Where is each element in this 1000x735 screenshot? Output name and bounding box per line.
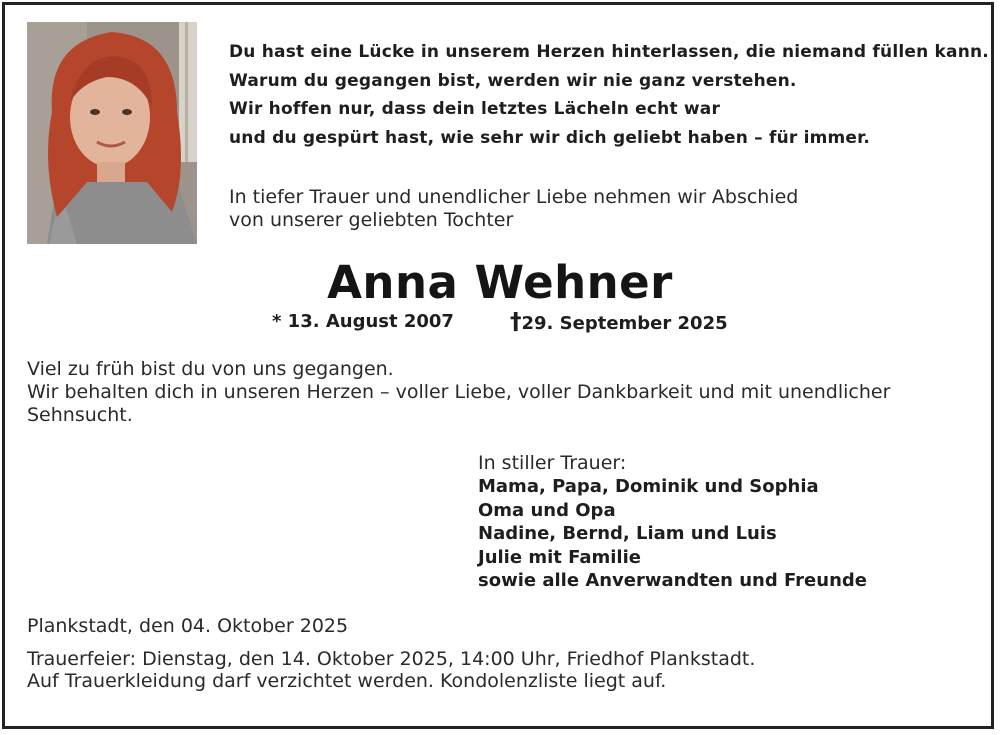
birth-date: * 13. August 2007 <box>272 311 454 332</box>
closing-text <box>27 358 957 427</box>
death-date: 29. September 2025 <box>521 313 728 334</box>
intro-text <box>229 186 929 232</box>
death-date-line <box>510 309 728 335</box>
poem-line: Wir hoffen nur, dass dein letztes Lächeln echt war <box>229 99 721 119</box>
service-info <box>27 648 957 692</box>
portrait-illustration <box>27 22 197 244</box>
mourners-heading: In stiller Trauer: <box>478 452 627 474</box>
closing-line: Wir behalten dich in unseren Herzen – voller Liebe, voller Dankbarkeit und mit unendlicher Sehnsucht. <box>27 381 891 426</box>
mourners-block <box>478 452 978 593</box>
deceased-name: Anna Wehner <box>327 256 673 309</box>
portrait-photo <box>27 22 197 244</box>
mourner-line: Julie mit Familie <box>478 546 641 568</box>
poem <box>229 38 989 152</box>
place-date: Plankstadt, den 04. Oktober 2025 <box>27 615 349 637</box>
poem-line: und du gespürt hast, wie sehr wir dich geliebt haben – für immer. <box>229 127 870 148</box>
closing-line: Viel zu früh bist du von uns gegangen. <box>27 358 394 380</box>
mourner-line: Mama, Papa, Dominik und Sophia <box>478 476 819 497</box>
mourner-line: Nadine, Bernd, Liam und Luis <box>478 523 777 544</box>
poem-line: Du hast eine Lücke in unserem Herzen hinterlassen, die niemand füllen kann. <box>229 42 989 62</box>
service-line: Auf Trauerkleidung darf verzichtet werden. Kondolenzliste liegt auf. <box>27 670 667 692</box>
intro-line: In tiefer Trauer und unendlicher Liebe nehmen wir Abschied <box>229 186 799 208</box>
service-line: Trauerfeier: Dienstag, den 14. Oktober 2025, 14:00 Uhr, Friedhof Plankstadt. <box>27 648 756 670</box>
mourner-line: Oma und Opa <box>478 499 616 521</box>
intro-line: von unserer geliebten Tochter <box>229 209 514 231</box>
cross-icon: † <box>510 309 522 335</box>
poem-line: Warum du gegangen bist, werden wir nie ganz verstehen. <box>229 70 797 91</box>
mourner-line: sowie alle Anverwandten und Freunde <box>478 570 867 591</box>
